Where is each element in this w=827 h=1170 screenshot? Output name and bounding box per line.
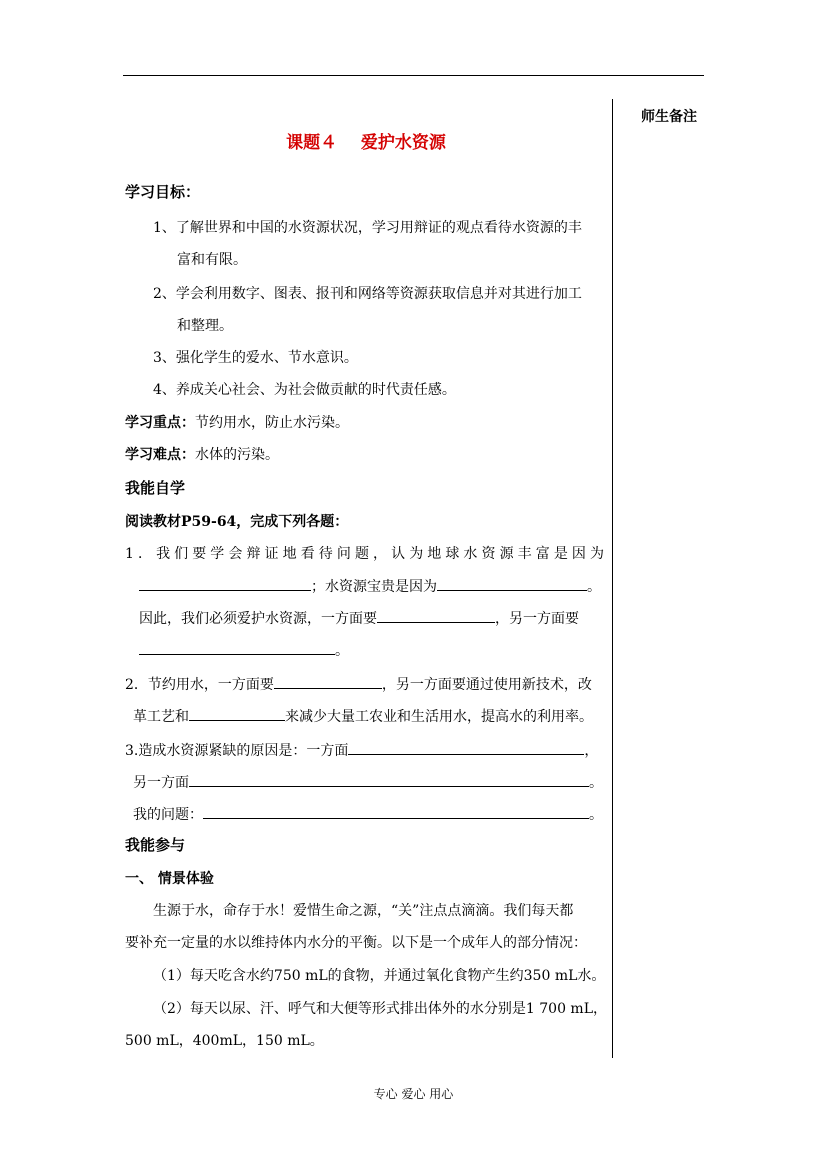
- objective-3: 3、强化学生的爱水、节水意识。: [153, 350, 358, 366]
- margin-divider: [612, 99, 613, 1058]
- question-1-line-2: [139, 576, 601, 597]
- question-text: 3.造成水资源紧缺的原因是：一方面: [125, 743, 349, 759]
- answer-blank[interactable]: [189, 772, 589, 787]
- question-text: 2．节约用水，一方面要: [125, 677, 274, 693]
- question-1-line-3: [139, 608, 579, 629]
- scenario-paragraph-1: 生源于水，命存于水！爱惜生命之源，“关”注点点滴滴。我们每天都: [153, 903, 574, 919]
- question-text: 。: [589, 775, 603, 791]
- scenario-paragraph-2: 要补充一定量的水以维持体内水分的平衡。以下是一个成年人的部分情况：: [125, 935, 587, 951]
- question-text: 因此，我们必须爱护水资源，一方面要: [139, 611, 377, 627]
- participate-heading: 我能参与: [125, 836, 186, 854]
- answer-blank[interactable]: [139, 640, 335, 655]
- answer-blank[interactable]: [189, 706, 285, 721]
- key-point-label: 学习重点：: [125, 415, 195, 431]
- question-text: 革工艺和: [133, 709, 189, 725]
- question-2-line-1: [125, 674, 592, 695]
- question-2-line-2: [133, 706, 593, 727]
- scenario-item-2-cont: 500 mL，400mL，150 mL。: [125, 1033, 324, 1049]
- question-3-line-1: [125, 740, 598, 761]
- difficulty-label: 学习难点：: [125, 447, 195, 463]
- question-text: 。: [587, 579, 601, 595]
- answer-blank[interactable]: [203, 804, 589, 819]
- difficulty: [125, 445, 279, 465]
- scenario-item-2: （2）每天以尿、汗、呼气和大便等形式排出体外的水分别是1 700 mL，: [153, 1001, 608, 1017]
- self-study-heading: 我能自学: [125, 479, 186, 497]
- answer-blank[interactable]: [274, 674, 382, 689]
- objective-1-cont: 富和有限。: [177, 252, 247, 268]
- page-footer: 专心 爱心 用心: [373, 1087, 454, 1101]
- answer-blank[interactable]: [139, 576, 311, 591]
- question-text: ；水资源宝贵是因为: [311, 579, 437, 595]
- answer-blank[interactable]: [348, 740, 584, 755]
- side-note-heading: 师生备注: [641, 109, 697, 125]
- key-point-text: 节约用水，防止水污染。: [195, 415, 349, 431]
- header-rule: [123, 75, 704, 76]
- objective-4: 4、养成关心社会、为社会做贡献的时代责任感。: [153, 382, 456, 398]
- key-point: [125, 413, 349, 433]
- question-3-line-2: [133, 772, 603, 793]
- scenario-item-1: （1）每天吃含水约750 mL的食物，并通过氧化食物产生约350 mL水。: [153, 968, 606, 984]
- objective-1: 1、了解世界和中国的水资源状况，学习用辩证的观点看待水资源的丰: [153, 220, 582, 236]
- answer-blank[interactable]: [437, 576, 587, 591]
- difficulty-text: 水体的污染。: [195, 447, 279, 463]
- question-text: 。: [335, 643, 349, 659]
- question-text: 我的问题：: [133, 807, 203, 823]
- page-title: 课题４ 爱护水资源: [286, 133, 446, 153]
- question-text: 另一方面: [133, 775, 189, 791]
- question-1-line-4: [139, 640, 349, 661]
- objective-2-cont: 和整理。: [177, 318, 233, 334]
- question-text: ，: [584, 743, 599, 759]
- objective-2: 2、学会利用数字、图表、报刊和网络等资源获取信息并对其进行加工: [153, 286, 582, 302]
- question-1-line-1: 1．我们要学会辩证地看待问题，认为地球水资源丰富是因为: [125, 546, 605, 562]
- question-text: 来减少大量工农业和生活用水，提高水的利用率。: [285, 709, 593, 725]
- self-study-instruction: 阅读教材P59-64，完成下列各题：: [125, 514, 349, 530]
- objectives-heading: 学习目标：: [125, 183, 201, 201]
- question-text: ，另一方面要: [495, 611, 579, 627]
- answer-blank[interactable]: [377, 608, 495, 623]
- my-question-line: [133, 804, 603, 825]
- question-text: 。: [589, 807, 603, 823]
- scenario-heading: 一、 情景体验: [125, 871, 214, 887]
- question-text: ，另一方面要通过使用新技术，改: [381, 677, 592, 693]
